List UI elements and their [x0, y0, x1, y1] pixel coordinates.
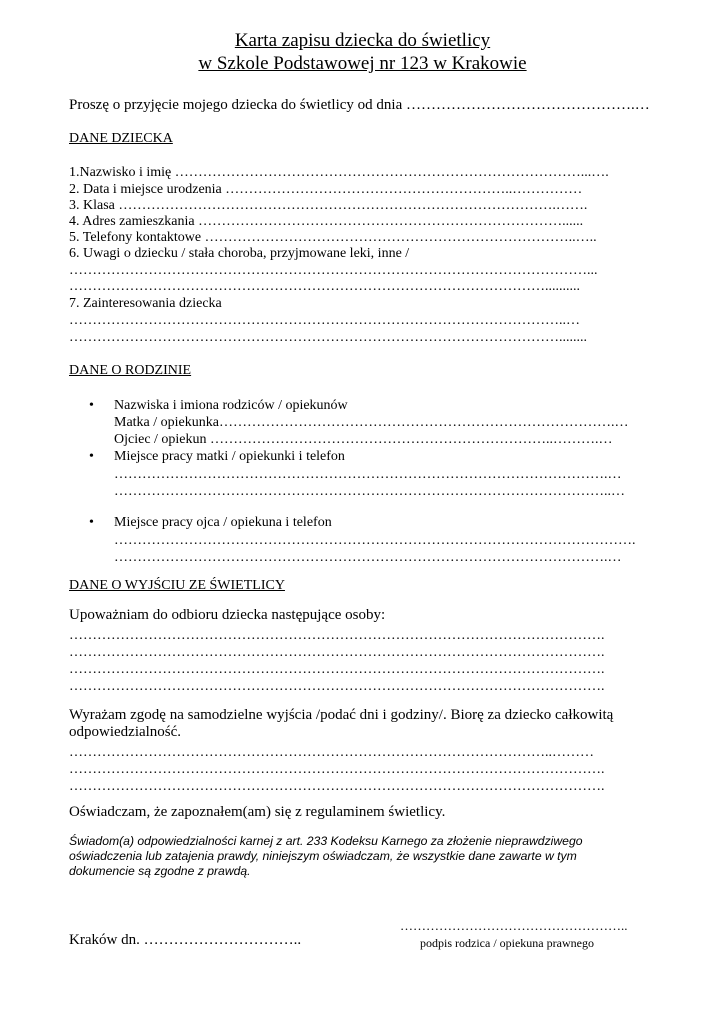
child-field-notes-line: ………………………………………………………………………………………….......... [69, 279, 580, 294]
consent-line: …………………………………………………………………………………………..……… [69, 745, 594, 760]
mother-work-label: Miejsce pracy matki / opiekunki i telefon [114, 449, 345, 464]
child-field-birth: 2. Data i miejsce urodzenia ……………………………………………………..…………… [69, 182, 583, 197]
bullet-icon: • [89, 398, 94, 413]
child-field-class: 3. Klasa ………………………………………………………………………………….……. [69, 198, 588, 213]
consent-text-line2: odpowiedzialność. [69, 724, 182, 740]
child-field-address: 4. Adres zamieszkania ……………………………………………………………………...... [69, 214, 584, 229]
bullet-icon: • [89, 515, 94, 530]
legal-notice-line3: dokumencie są zgodne z prawdą. [69, 864, 251, 878]
child-field-interests-line: ……………………………………………………………………………………………..… [69, 313, 580, 328]
child-field-interests-line: ……………………………………………………………………………………………........ [69, 330, 587, 345]
parents-label: Nazwiska i imiona rodziców / opiekunów [114, 398, 348, 413]
authorize-line: ……………………………………………………………………………………………………. [69, 628, 605, 643]
regulation-declaration: Oświadczam, że zapoznałem(am) się z regulaminem świetlicy. [69, 804, 446, 820]
consent-line: ……………………………………………………………………………………………………. [69, 779, 605, 794]
legal-notice-line1: Świadom(a) odpowiedzialności karnej z art. 233 Kodeksu Karnego za złożenie nieprawdziwego [69, 834, 583, 848]
child-field-phones: 5. Telefony kontaktowe ……………………………………………………………………..….. [69, 230, 597, 245]
child-section-heading: DANE DZIECKA [69, 131, 173, 146]
mother-name-line: Matka / opiekunka………………………………………………………………………….… [114, 415, 629, 430]
consent-line: ……………………………………………………………………………………………………. [69, 762, 605, 777]
consent-text-line1: Wyrażam zgodę na samodzielne wyjścia /podać dni i godziny/. Biorę za dziecko całkowitą [69, 707, 614, 723]
signature-label: podpis rodzica / opiekuna prawnego [420, 936, 594, 950]
bullet-icon: • [89, 449, 94, 464]
authorize-line: ……………………………………………………………………………………………………. [69, 662, 605, 677]
mother-work-line: ……………………………………………………………………………………………..… [114, 484, 625, 499]
place-date-line: Kraków dn. ………………………….. [69, 932, 302, 948]
father-work-label: Miejsce pracy ojca / opiekuna i telefon [114, 515, 332, 530]
intro-line: Proszę o przyjęcie mojego dziecka do świetlicy od dnia ……………………………………….… [69, 97, 650, 113]
child-field-notes-line: …………………………………………………………………………………………………... [69, 263, 598, 278]
father-name-line: Ojciec / opiekun ………………………………………………………………..……….… [114, 432, 613, 447]
document-title-line2: w Szkole Podstawowej nr 123 w Krakowie [198, 53, 527, 74]
child-field-interests-label: 7. Zainteresowania dziecka [69, 296, 222, 311]
authorize-line: ……………………………………………………………………………………………………. [69, 679, 605, 694]
signature-line: …………………………………………….. [400, 918, 628, 933]
legal-notice-line2: oświadczenia lub zatajenia prawdy, niniejszym oświadczam, że wszystkie dane zawarte w tym [69, 849, 577, 863]
child-field-notes-label: 6. Uwagi o dziecku / stała choroba, przyjmowane leki, inne / [69, 246, 410, 261]
exit-section-heading: DANE O WYJŚCIU ZE ŚWIETLICY [69, 578, 285, 593]
authorize-label: Upoważniam do odbioru dziecka następujące osoby: [69, 607, 386, 623]
family-section-heading: DANE O RODZINIE [69, 363, 192, 378]
father-work-line: …………………………………………………………………………………………………. [114, 533, 636, 548]
authorize-line: ……………………………………………………………………………………………………. [69, 645, 605, 660]
mother-work-line: …………………………………………………………………………………………….… [114, 467, 622, 482]
child-field-name: 1.Nazwisko i imię ……………………………………………………………………………...…. [69, 165, 609, 180]
father-work-line: …………………………………………………………………………………………….… [114, 550, 622, 565]
document-title-line1: Karta zapisu dziecka do świetlicy [234, 30, 491, 51]
